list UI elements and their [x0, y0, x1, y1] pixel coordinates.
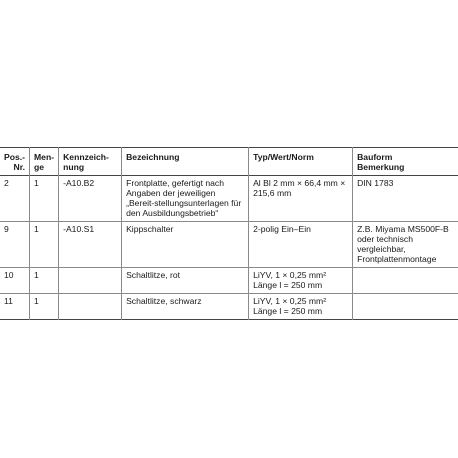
- header-menge: Men- ge: [30, 148, 59, 176]
- cell-pos: 11: [0, 294, 30, 320]
- header-typ: Typ/Wert/Norm: [249, 148, 353, 176]
- table-header: [0, 148, 458, 176]
- cell-pos: 9: [0, 222, 30, 268]
- cell-menge: 1: [30, 222, 59, 268]
- cell-kennzeichnung: [59, 294, 122, 320]
- header-row: [0, 148, 458, 176]
- cell-pos: 2: [0, 176, 30, 222]
- cell-typ: 2-polig Ein–Ein: [249, 222, 353, 268]
- table-row: [0, 222, 458, 268]
- cell-kennzeichnung: -A10.B2: [59, 176, 122, 222]
- header-pos: Pos.- Nr.: [0, 148, 30, 176]
- cell-bauform: DIN 1783: [353, 176, 458, 222]
- cell-kennzeichnung: -A10.S1: [59, 222, 122, 268]
- parts-list-table: [0, 147, 458, 320]
- cell-bauform: [353, 294, 458, 320]
- table-row: [0, 294, 458, 320]
- header-bezeichnung: Bezeichnung: [122, 148, 249, 176]
- cell-menge: 1: [30, 268, 59, 294]
- cell-typ: LiYV, 1 × 0,25 mm² Länge l = 250 mm: [249, 268, 353, 294]
- cell-bezeichnung: Frontplatte, gefertigt nach Angaben der jeweiligen „Bereit-stellungsunterlagen für den Ausbildungsbetrieb“: [122, 176, 249, 222]
- cell-menge: 1: [30, 294, 59, 320]
- cell-bauform: Z.B. Miyama MS500F-B oder technisch vergleichbar, Frontplattenmontage: [353, 222, 458, 268]
- cell-bauform: [353, 268, 458, 294]
- cell-menge: 1: [30, 176, 59, 222]
- cell-pos: 10: [0, 268, 30, 294]
- cell-typ: Al Bl 2 mm × 66,4 mm × 215,6 mm: [249, 176, 353, 222]
- table-row: [0, 268, 458, 294]
- cell-bezeichnung: Schaltlitze, rot: [122, 268, 249, 294]
- cell-bezeichnung: Kippschalter: [122, 222, 249, 268]
- cell-typ: LiYV, 1 × 0,25 mm² Länge l = 250 mm: [249, 294, 353, 320]
- table-body: [0, 176, 458, 320]
- header-kennzeichnung: Kennzeich- nung: [59, 148, 122, 176]
- cell-kennzeichnung: [59, 268, 122, 294]
- table-row: [0, 176, 458, 222]
- header-bauform: Bauform Bemerkung: [353, 148, 458, 176]
- cell-bezeichnung: Schaltlitze, schwarz: [122, 294, 249, 320]
